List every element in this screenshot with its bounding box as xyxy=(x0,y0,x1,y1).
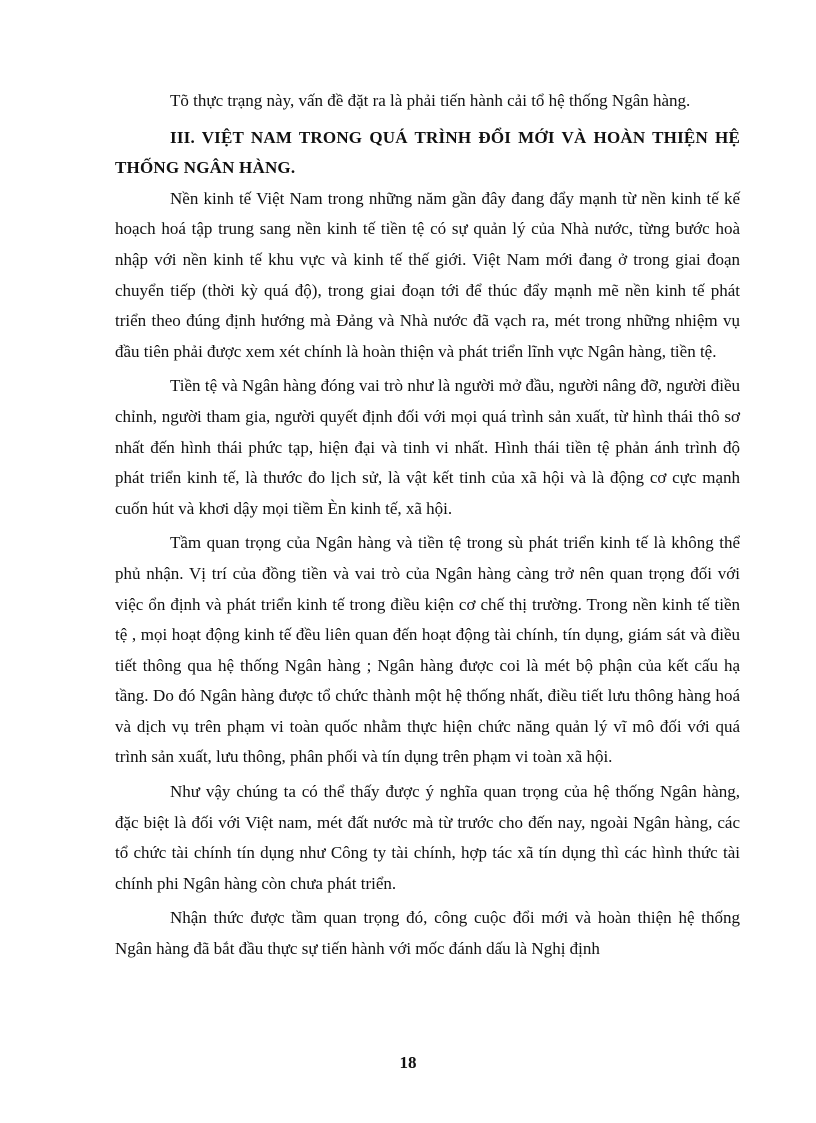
paragraph-importance: Tầm quan trọng của Ngân hàng và tiền tệ trong sù phát triển kinh tế là không thể phủ nhận. Vị trí của đồng tiền và vai trò của Ngân hàng càng trở nên quan trọng đối với việc ổn định và phát triển kinh tế trong điều kiện cơ chế thị trường. Trong nền kinh tế tiền tệ , mọi hoạt động kinh tế đều liên quan đến hoạt động tài chính, tín dụng, giám sát và điều tiết thông qua hệ thống Ngân hàng ; Ngân hàng được coi là mét bộ phận của kết cấu hạ tầng. Do đó Ngân hàng được tổ chức thành một hệ thống nhất, điều tiết lưu thông hàng hoá và dịch vụ trên phạm vi toàn quốc nhằm thực hiện chức năng quản lý vĩ mô đối với quá trình sản xuất, lưu thông, phân phối và tín dụng trên phạm vi toàn xã hội. xyxy=(115,533,740,767)
paragraph-economy: Nền kinh tế Việt Nam trong những năm gần đây đang đẩy mạnh từ nền kinh tế kế hoạch hoá tập trung sang nền kinh tế tiền tệ có sự quản lý của Nhà nước, từng bước hoà nhập với nền kinh tế khu vực và kinh tế thế giới. Việt Nam mới đang ở trong giai đoạn chuyển tiếp (thời kỳ quá độ), trong giai đoạn tới để thúc đẩy mạnh mẽ nền kinh tế phát triển theo đúng định hướng mà Đảng và Nhà nước đã vạch ra, mét trong những nhiệm vụ đầu tiên phải được xem xét chính là hoàn thiện và phát triển lĩnh vực Ngân hàng, tiền tệ. xyxy=(115,188,740,361)
section-heading: III. VIỆT NAM TRONG QUÁ TRÌNH ĐỔI MỚI VÀ HOÀN THIỆN HỆ THỐNG NGÂN HÀNG. xyxy=(115,127,740,178)
page-number: 18 xyxy=(399,1053,417,1072)
intro-paragraph: Tõ thực trạng này, vấn đề đặt ra là phải tiến hành cải tổ hệ thống Ngân hàng. xyxy=(170,91,691,110)
document-page xyxy=(115,86,740,965)
paragraph-reform: Nhận thức được tầm quan trọng đó, công cuộc đổi mới và hoàn thiện hệ thống Ngân hàng đã bắt đầu thực sự tiến hành với mốc đánh dấu là Nghị định xyxy=(115,908,740,959)
paragraph-significance: Như vậy chúng ta có thể thấy được ý nghĩa quan trọng của hệ thống Ngân hàng, đặc biệt là đối với Việt nam, mét đất nước mà từ trước cho đến nay, ngoài Ngân hàng, các tổ chức tài chính tín dụng như Công ty tài chính, hợp tác xã tín dụng thì các hình thức tài chính phi Ngân hàng còn chưa phát triển. xyxy=(115,782,740,893)
paragraph-currency-role: Tiền tệ và Ngân hàng đóng vai trò như là người mở đầu, người nâng đỡ, người điều chỉnh, người tham gia, người quyết định đối với mọi quá trình sản xuất, từ hình thái thô sơ nhất đến hình thái phức tạp, hiện đại và tinh vi nhất. Hình thái tiền tệ phản ánh trình độ phát triển kinh tế, là thước đo lịch sử, là vật kết tinh của xã hội và là động cơ cực mạnh cuốn hút và khơi dậy mọi tiềm Èn kinh tế, xã hội. xyxy=(115,376,740,518)
